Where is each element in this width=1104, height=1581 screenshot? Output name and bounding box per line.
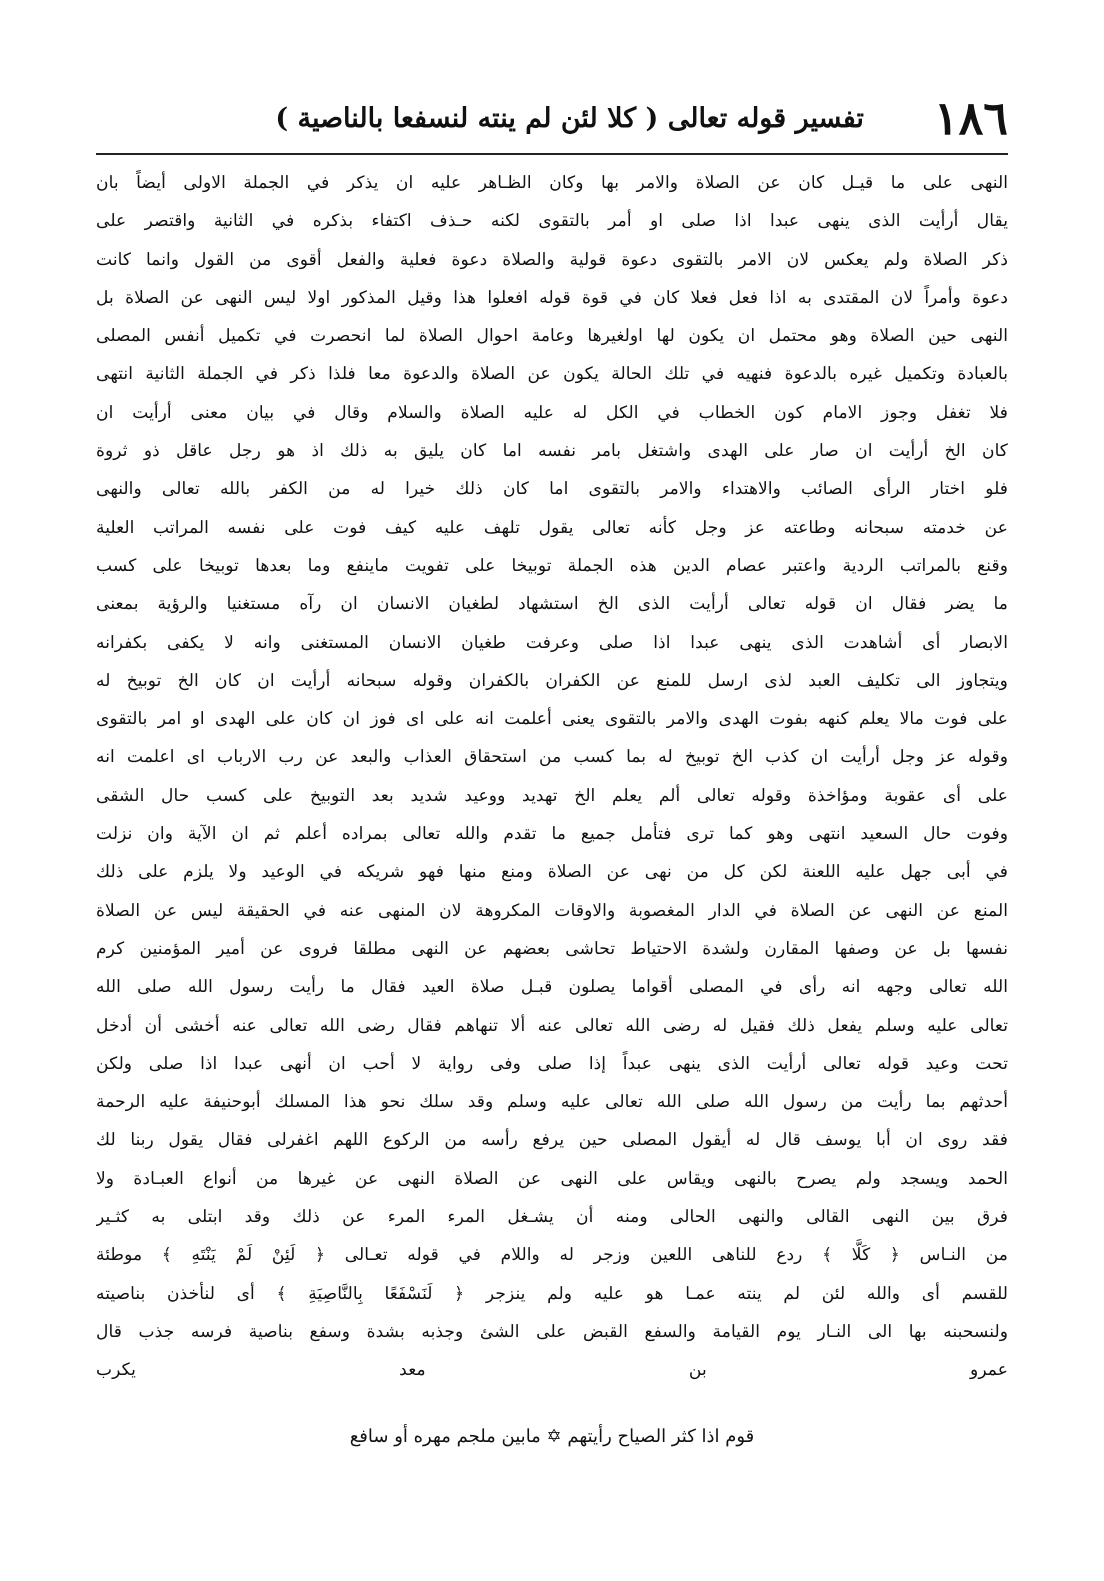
text-line: يقال أرأيت الذى ينهى عبدا اذا صلى او أمر بالتقوى لكنه حـذف اكتفاء بذكره في الثانية واقتصر على bbox=[96, 211, 1008, 232]
text-line: النهى على ما قيـل كان عن الصلاة والامر بها وكان الظـاهر عليه ان يذكر في الجملة الاولى أيضاً بان bbox=[96, 173, 1008, 193]
text-line: فلو اختار الرأى الصائب والاهتداء والامر بالتقوى اما كان ذلك خيرا له من الكفر بالله تعالى والنهى bbox=[96, 479, 1008, 500]
text-line: الله تعالى وجهه انه رأى في المصلى أقواما يصلون قبـل صلاة العيد فقال ما رأيت رسول الله صلى الله bbox=[96, 977, 1008, 998]
text-line: من النـاس ﴿ كَلَّا ﴾ ردع للناهى اللعين وزجر له واللام في قوله تعـالى ﴿ لَئِنْ لَمْ يَنْتَهِ ﴾ موطئة bbox=[96, 1245, 1008, 1266]
text-line: فقد روى ان أبا يوسف قال له أيقول المصلى حين يرفع رأسه من الركوع اللهم اغفرلى فقال يقول ربنا لك bbox=[96, 1130, 1008, 1151]
running-title: تفسير قوله تعالى ( كلا لئن لم ينته لنسفعا بالناصية ) bbox=[275, 102, 864, 134]
text-line: المنع عن النهى عن الصلاة في الدار المغصوبة والاوقات المكروهة لان المنهى عنه في الحقيقة ليس عن الصلاة bbox=[96, 900, 1008, 921]
text-line: وقوله عز وجل أرأيت ان كذب الخ توبيخ له بما كسب من استحقاق العذاب والبعد عن رب الارباب اى اعلمت انه bbox=[96, 747, 1008, 768]
text-line: على أى عقوبة ومؤاخذة وقوله تعالى ألم يعلم الخ تهديد ووعيد شديد بعد التوبيخ على كسب حال الشقى bbox=[96, 785, 1008, 806]
header-rule bbox=[96, 153, 1008, 155]
body-text bbox=[96, 164, 1008, 1390]
text-line: تحت وعيد قوله تعالى أرأيت الذى ينهى عبداً إذا صلى وفى رواية لا أحب ان أنهى عبدا اذا صلى ولكن bbox=[96, 1053, 1008, 1074]
text-line: على فوت مالا يعلم كنهه بفوت الهدى والامر بالتقوى يعنى أعلمت انه على اى فوز ان كان على الهدى او امر بالتقوى bbox=[96, 709, 1008, 730]
text-line: وفوت حال السعيد انتهى وهو كما ترى فتأمل جميع ما تقدم والله تعالى بمراده أعلم ثم ان الآية وان نزلت bbox=[96, 824, 1008, 845]
poetry-verse: قوم اذا كثر الصياح رأيتهم ✡ مابين ملجم مهره أو سافع bbox=[349, 1426, 755, 1447]
text-line: نفسها بل عن وصفها المقارن ولشدة الاحتياط تحاشى بعضهم عن النهى مطلقا فروى عن أمير المؤمنين كرم bbox=[96, 938, 1008, 959]
page-number: ١٨٦ bbox=[933, 91, 1008, 145]
page-header bbox=[96, 88, 1008, 148]
text-line: الحمد ويسجد ولم يصرح بالنهى ويقاس على النهى عن الصلاة النهى عن غيرها من أنواع العبـادة ولا bbox=[96, 1168, 1008, 1189]
text-line: وقنع بالمراتب الردية واعتبر عصام الدين هذه الجملة توبيخا على تفويت ماينفع وما بعدها توبيخا على كسب bbox=[96, 555, 1008, 576]
text-line: النهى حين الصلاة وهو محتمل ان يكون لها اولغيرها وعامة احوال الصلاة لما انحصرت في تكميل أنفس المصلى bbox=[96, 326, 1008, 347]
text-line: ويتجاوز الى تكليف العبد لذى ارسل للمنع عن الكفران بالكفران وقوله سبحانه أرأيت ان كان الخ توبيخ له bbox=[96, 670, 1008, 691]
text-line: عن خدمته سبحانه وطاعته عز وجل كأنه تعالى يقول تلهف عليه كيف فوت على نفسه المراتب العلية bbox=[96, 517, 1008, 538]
text-line: أحدثهم بما رأيت من رسول الله صلى الله تعالى عليه وسلم وقد سلك نحو هذا المسلك أبوحنيفة عليه الرحمة bbox=[96, 1092, 1008, 1113]
text-line: دعوة وأمراً لان المقتدى به اذا فعل فعلا كان في قوة قوله افعلوا هذا وقيل المذكور اولا ليس النهى عن الصلاة بل bbox=[96, 287, 1008, 308]
text-line: بالعبادة وتكميل غيره بالدعوة فنهيه في تلك الحالة يكون عن الصلاة والدعوة معا فلذا ذكر في الجملة الثانية انتهى bbox=[96, 364, 1008, 385]
text-line: كان الخ أرأيت ان صار على الهدى واشتغل بامر نفسه اما كان يليق به ذلك اذ هو رجل عاقل ذو ثروة bbox=[96, 441, 1008, 462]
text-line: ذكر الصلاة ولم يعكس لان الامر بالتقوى دعوة قولية والصلاة دعوة فعلية والفعل أقوى من القول وانما كانت bbox=[96, 249, 1008, 270]
text-line: ما يضر فقال ان قوله تعالى أرأيت الذى الخ استشهاد لطغيان الانسان ان رآه مستغنيا والرؤية بمعنى bbox=[96, 594, 1008, 615]
text-line: الابصار أى أشاهدت الذى ينهى عبدا اذا صلى وعرفت طغيان الانسان المستغنى وانه لا يكفى بكفرانه bbox=[96, 632, 1008, 653]
text-line: فلا تغفل وجوز الامام كون الخطاب في الكل له عليه الصلاة والسلام وقال في بيان معنى أرأيت ان bbox=[96, 402, 1008, 423]
text-line: عمرو بن معد يكرب bbox=[96, 1360, 1008, 1381]
text-line: ولنسحبنه بها الى النـار يوم القيامة والسفع القبض على الشئ وجذبه بشدة وسفع بناصية فرسه جذب قال bbox=[96, 1321, 1008, 1342]
text-line: تعالى عليه وسلم يفعل ذلك فقيل له رضى الله تعالى عنه ألا تنهاهم فقال رضى الله تعالى عنه أخشى أن أدخل bbox=[96, 1015, 1008, 1036]
text-line: للقسم أى والله لئن لم ينته عمـا هو عليه ولم ينزجر ﴿ لَنَسْفَعًا بِالنَّاصِيَةِ ﴾ أى لنأخذن بناصيته bbox=[96, 1283, 1008, 1304]
text-line: في أبى جهل عليه اللعنة لكن كل من نهى عن الصلاة ومنع منها فهو شريكه في الوعيد ولا يلزم على ذلك bbox=[96, 862, 1008, 883]
text-line: فرق بين النهى القالى والنهى الحالى ومنه أن يشـغل المرء المرء عن ذلك وقد ابتلى به كثـير bbox=[96, 1207, 1008, 1228]
